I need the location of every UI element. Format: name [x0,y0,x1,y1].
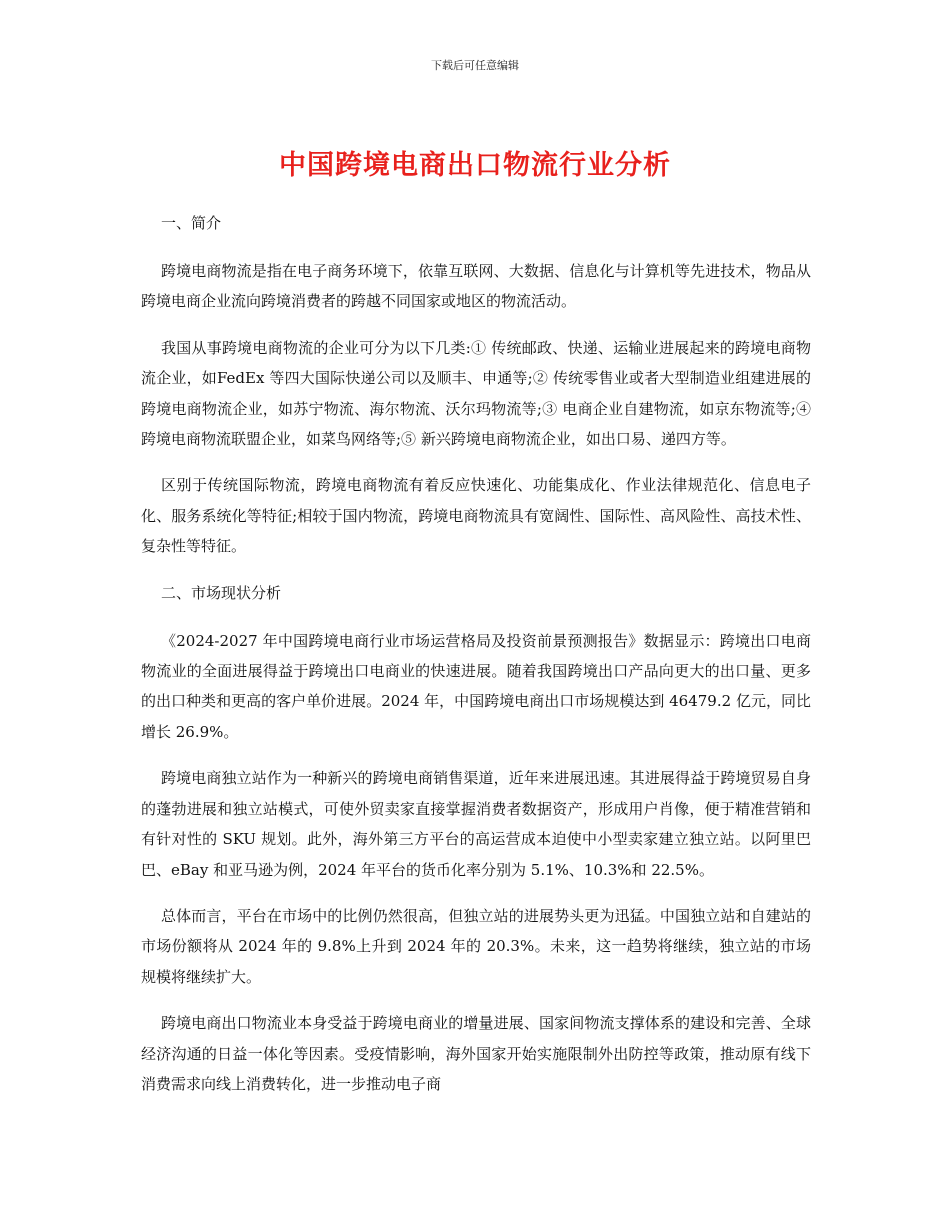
section-market-analysis [141,578,811,1100]
paragraph: 跨境电商独立站作为一种新兴的跨境电商销售渠道，近年来进展迅速。其进展得益于跨境贸易自身的蓬勃进展和独立站模式，可使外贸卖家直接掌握消费者数据资产，形成用户肖像，便于精准营销和有针对性的 SKU 规划。此外，海外第三方平台的高运营成本迫使中小型卖家建立独立站。以阿里巴巴、eBay 和亚马逊为例，2024 年平台的货币化率分别为 5.1%、10.3%和 22.5%。 [141,769,811,879]
section-heading: 一、简介 [161,214,222,232]
paragraph: 跨境电商物流是指在电子商务环境下，依靠互联网、大数据、信息化与计算机等先进技术，物品从跨境电商企业流向跨境消费者的跨越不同国家或地区的物流活动。 [141,262,811,311]
paragraph: 我国从事跨境电商物流的企业可分为以下几类:① 传统邮政、快递、运输业进展起来的跨境电商物流企业，如FedEx 等四大国际快递公司以及顺丰、申通等;② 传统零售业或者大型制造业组建进展的跨境电商物流企业，如苏宁物流、海尔物流、沃尔玛物流等;③ 电商企业自建物流，如京东物流等;④ 跨境电商物流联盟企业，如菜鸟网络等;⑤ 新兴跨境电商物流企业，如出口易、递四方等。 [141,338,811,449]
document-body [141,208,811,1115]
paragraph: 《2024-2027 年中国跨境电商行业市场运营格局及投资前景预测报告》数据显示：跨境出口电商物流业的全面进展得益于跨境出口电商业的快速进展。随着我国跨境出口产品向更大的出口量、更多的出口种类和更高的客户单价进展。2024 年，中国跨境电商出口市场规模达到 46479.2 亿元，同比增长 26.9%。 [141,631,811,741]
paragraph: 区别于传统国际物流，跨境电商物流有着反应快速化、功能集成化、作业法律规范化、信息电子化、服务系统化等特征;相较于国内物流，跨境电商物流具有宽阔性、国际性、高风险性、高技术性、复杂性等特征。 [141,476,811,556]
paragraph: 总体而言，平台在市场中的比例仍然很高，但独立站的进展势头更为迅猛。中国独立站和自建站的市场份额将从 2024 年的 9.8%上升到 2024 年的 20.3%。未来，这一趋势将继续，独立站的市场规模将继续扩大。 [141,906,811,986]
section-heading: 二、市场现状分析 [161,583,282,602]
section-intro [141,208,811,562]
header-note: 下载后可任意编辑 [431,59,519,72]
document-title: 中国跨境电商出口物流行业分析 [279,150,671,181]
paragraph: 跨境电商出口物流业本身受益于跨境电商业的增量进展、国家间物流支撑体系的建设和完善、全球经济沟通的日益一体化等因素。受疫情影响，海外国家开始实施限制外出防控等政策，推动原有线下消费需求向线上消费转化，进一步推动电子商 [141,1014,811,1093]
